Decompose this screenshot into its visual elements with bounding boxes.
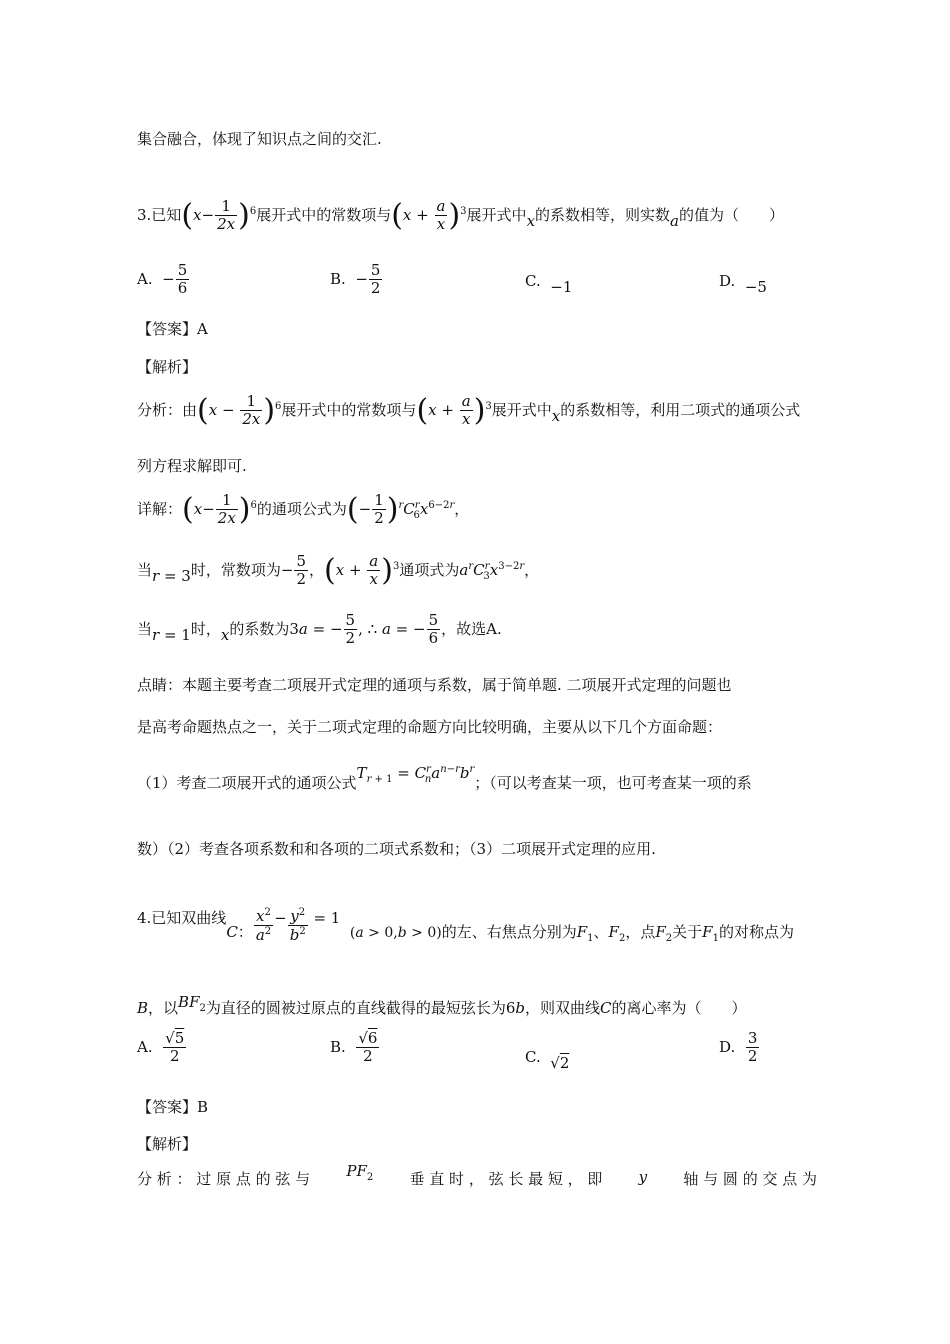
q3-option-d[interactable]: D. −5 <box>719 272 767 296</box>
q3-option-b[interactable]: B. − $\frac{5}{2}$ <box>330 261 381 298</box>
q3-option-a[interactable]: A. − $\frac{5}{6}$ <box>137 261 188 298</box>
q4-answer: 【答案】B <box>137 1098 209 1116</box>
q4-analysis-line1: 分 析 ： 过 原 点 的 弦 与 $PF_2$ 垂 直 时 ， 弦 长 最 短 ， 即 y 轴 与 圆 的 交 点 为 <box>137 1162 817 1188</box>
q3-option-c[interactable]: C. −1 <box>525 272 573 296</box>
q3-analysis-line1: 分析：由(x − $\frac{1}{2x}$ )$^6$展开式中的常数项与(x + $\frac{a}{x}$ )$^3$展开式中x的系数相等，利用二项式的通项公式 <box>137 392 801 429</box>
q3-detail-line: 详解：(x− $\frac{1}{2x}$ )$^6$的通项公式为(− $\frac{1}{2}$ )$^rC^r_6x^{6-2r}$， <box>137 491 470 528</box>
q3-comment-line4: 数）（2）考查各项系数和和各项的二项式系数和；（3）二项展开式定理的应用. <box>137 840 656 858</box>
q3-comment-line1: 点睛：本题主要考查二项展开式定理的通项与系数，属于简单题. 二项展开式定理的问题也 <box>137 676 732 694</box>
q3-comment-line3: （1）考查二项展开式的通项公式$T_{r + 1} = C^r_na^{n-r}b^r$；（可以考查某一项，也可考查某一项的系 <box>137 764 752 792</box>
q3-analysis-line2: 列方程求解即可. <box>137 457 247 475</box>
q4-option-a[interactable]: A. $\frac{√5}{2}$ <box>137 1029 185 1066</box>
question-3-stem: 3.已知(x− $\frac{1}{2x}$ )$^6$展开式中的常数项与(x + $\frac{a}{x}$ )$^3$展开式中x的系数相等，则实数a的值为（ ） <box>137 197 785 234</box>
q4-stem-line2: B，以$BF_2$为直径的圆被过原点的直线截得的最短弦长为6b，则双曲线C的离心率为（ ） <box>137 993 747 1017</box>
q3-analysis-head: 【解析】 <box>137 358 198 376</box>
q3-comment-line2: 是高考命题热点之一，关于二项式定理的命题方向比较明确，主要从以下几个方面命题： <box>137 718 723 736</box>
q4-option-d[interactable]: D. $\frac{3}{2}$ <box>719 1029 758 1066</box>
q3-prefix: 3.已知 <box>137 205 182 224</box>
intro-tail-text: 集合融合，体现了知识点之间的交汇. <box>137 130 382 148</box>
q4-option-b[interactable]: B. $\frac{√6}{2}$ <box>330 1029 378 1066</box>
q4-analysis-head: 【解析】 <box>137 1135 198 1153</box>
question-4-stem: 4.已知双曲线C： $\frac{x^2}{a^2}$ − $\frac{y^2}{b^2}$ = 1 (a > 0,b > 0)的左、右焦点分别为$F_1$、$F_2$，点$F_2$关于$F_1$的对称点为 <box>137 907 794 945</box>
q3-answer: 【答案】A <box>137 320 208 338</box>
q4-option-c[interactable]: C. √2 <box>525 1048 570 1072</box>
q3-case-r3: 当r = 3时，常数项为− $\frac{5}{2}$ ，(x + $\frac{a}{x}$ )$^3$通项式为$a^rC^r_3x^{3-2r}$， <box>137 552 540 589</box>
q3-case-r1: 当r = 1时，x的系数为3a = − $\frac{5}{2}$ , ∴ a = − $\frac{5}{6}$ ，故选A. <box>137 611 502 648</box>
